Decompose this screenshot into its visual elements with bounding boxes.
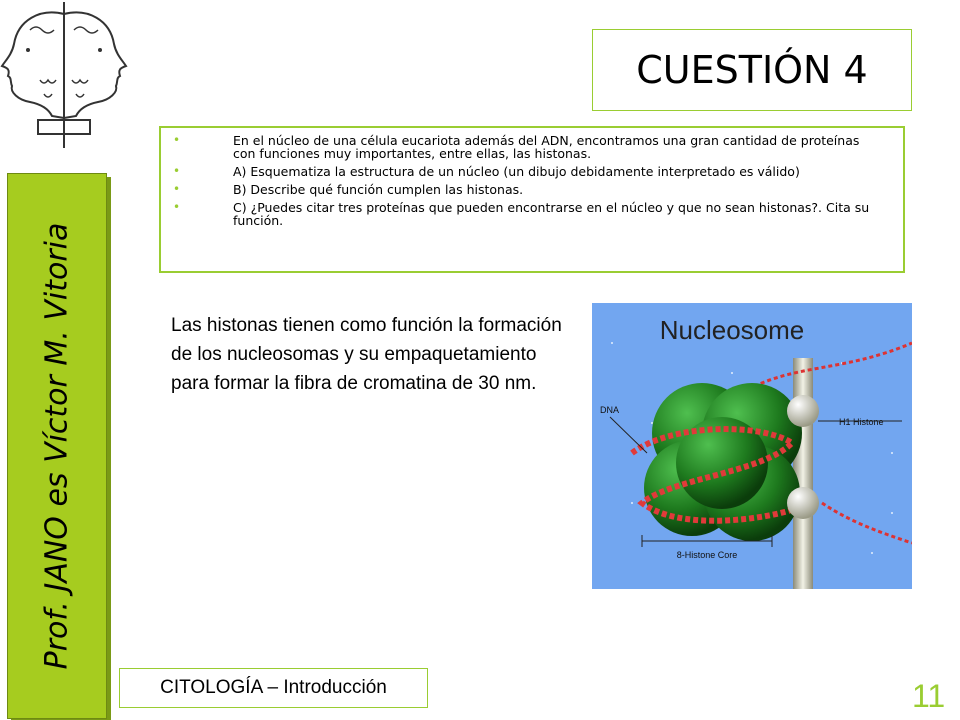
question-list	[173, 134, 885, 227]
question-text: A) Esquematiza la estructura de un núcleo (un dibujo debidamente interpretado es válido)	[233, 164, 800, 179]
list-item	[173, 165, 885, 178]
bullet-icon: •	[173, 133, 181, 147]
bullet-icon: •	[173, 182, 181, 196]
bullet-icon: •	[173, 164, 181, 178]
list-item	[173, 183, 885, 196]
dna-label: DNA	[600, 405, 620, 415]
question-text: En el núcleo de una célula eucariota además del ADN, encontramos una gran cantidad de proteínas con funciones muy importantes, entre ellas, las histonas.	[233, 133, 860, 161]
histone-core-label: 8-Histone Core	[676, 550, 738, 560]
question-text: C) ¿Puedes citar tres proteínas que pueden encontrarse en el núcleo y que no sean histonas?. Cita su función.	[233, 200, 870, 228]
bullet-icon: •	[173, 200, 181, 214]
author-label: Prof. JANO es Víctor M. Vitoria	[39, 222, 75, 670]
h1-histone-label: H1 Histone	[839, 417, 884, 427]
footer-label: CITOLOGÍA – Introducción	[119, 668, 428, 708]
question-box	[159, 126, 905, 273]
list-item	[173, 201, 885, 227]
page-title: CUESTIÓN 4	[592, 29, 912, 111]
nucleosome-figure	[592, 303, 912, 589]
question-text: B) Describe qué función cumplen las histonas.	[233, 182, 524, 197]
janus-logo	[0, 0, 128, 150]
answer-text: Las histonas tienen como función la formación de los nucleosomas y su empaquetamiento para formar la fibra de cromatina de 30 nm.	[171, 315, 562, 394]
list-item	[173, 134, 885, 160]
figure-title: Nucleosome	[659, 315, 805, 345]
author-sidebar	[7, 173, 107, 719]
page-number: 11	[912, 678, 946, 714]
